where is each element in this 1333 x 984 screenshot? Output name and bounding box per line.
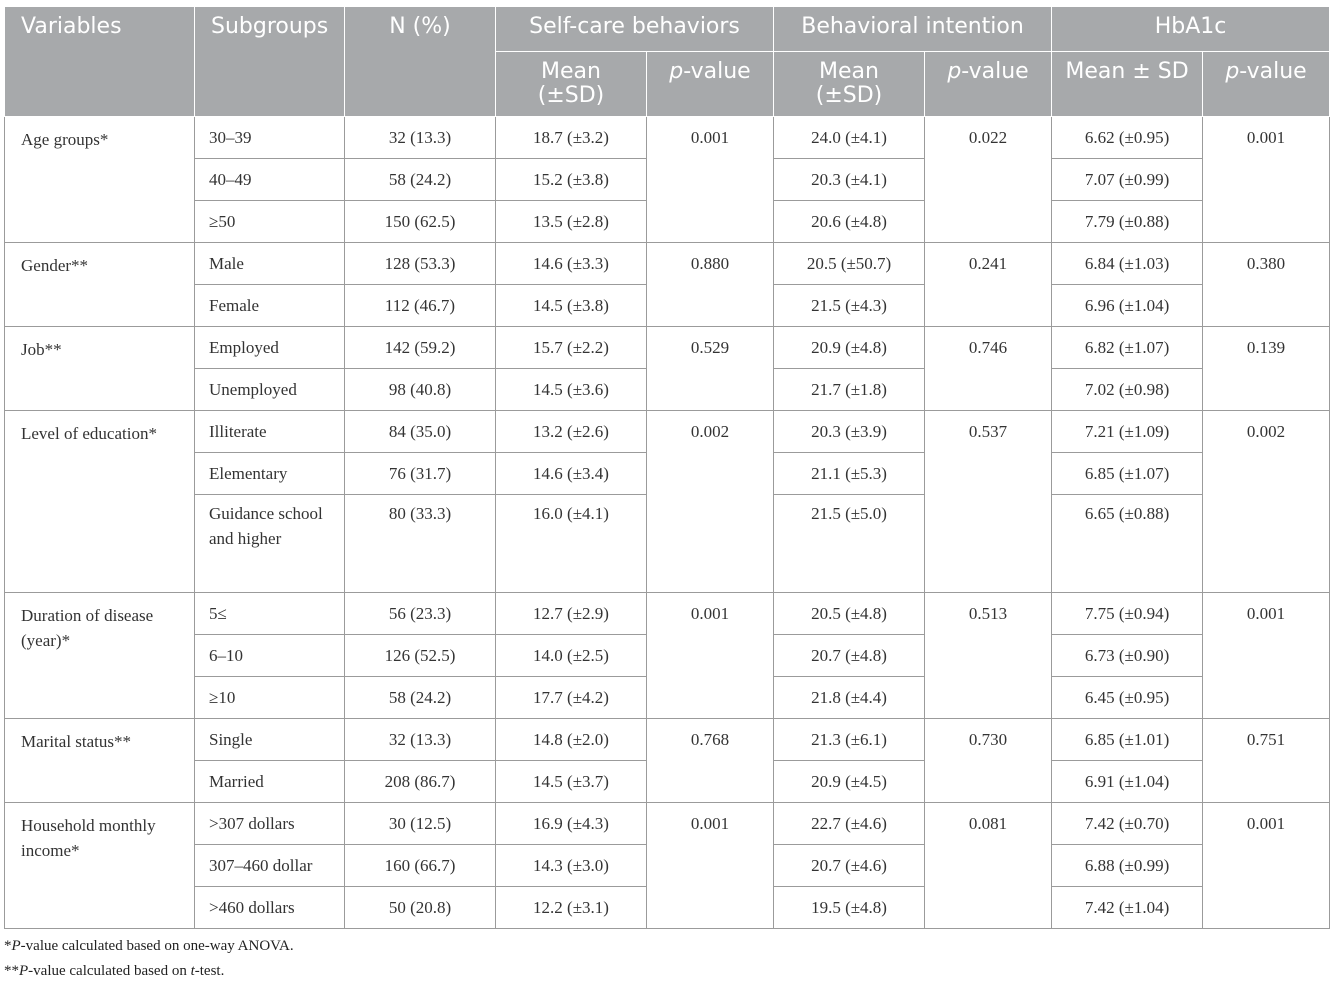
behavioral-pvalue-cell: 0.081 — [925, 803, 1052, 929]
self-care-mean-cell: 15.2 (±3.8) — [496, 159, 647, 201]
hba1c-mean-cell: 6.96 (±1.04) — [1052, 285, 1203, 327]
self-care-mean-cell: 14.5 (±3.6) — [496, 369, 647, 411]
subgroup-cell: 30–39 — [195, 117, 345, 159]
table-row — [5, 327, 1330, 369]
subgroup-cell: Employed — [195, 327, 345, 369]
variable-cell: Level of education* — [5, 411, 195, 593]
n-percent-cell: 112 (46.7) — [345, 285, 496, 327]
subgroup-cell: >307 dollars — [195, 803, 345, 845]
n-percent-cell: 150 (62.5) — [345, 201, 496, 243]
behavioral-mean-cell: 20.7 (±4.8) — [774, 635, 925, 677]
subgroup-cell: ≥50 — [195, 201, 345, 243]
behavioral-mean-cell: 21.8 (±4.4) — [774, 677, 925, 719]
n-percent-cell: 208 (86.7) — [345, 761, 496, 803]
behavioral-mean-cell: 20.6 (±4.8) — [774, 201, 925, 243]
variable-cell: Marital status** — [5, 719, 195, 803]
n-percent-cell: 84 (35.0) — [345, 411, 496, 453]
table-row — [5, 719, 1330, 761]
behavioral-mean-cell: 20.7 (±4.6) — [774, 845, 925, 887]
table-row — [5, 803, 1330, 845]
hba1c-pvalue-cell: 0.001 — [1203, 117, 1330, 243]
self-care-mean-cell: 14.6 (±3.4) — [496, 453, 647, 495]
self-care-mean-cell: 16.9 (±4.3) — [496, 803, 647, 845]
n-percent-cell: 128 (53.3) — [345, 243, 496, 285]
variable-cell: Age groups* — [5, 117, 195, 243]
footnote-anova: *P-value calculated based on one-way ANOVA. — [4, 938, 294, 954]
behavioral-mean-cell: 20.9 (±4.5) — [774, 761, 925, 803]
self-care-mean-cell: 13.5 (±2.8) — [496, 201, 647, 243]
hba1c-pvalue-cell: 0.001 — [1203, 593, 1330, 719]
header-n-percent: N (%) — [345, 7, 496, 117]
variable-cell: Duration of disease (year)* — [5, 593, 195, 719]
n-percent-cell: 30 (12.5) — [345, 803, 496, 845]
table-row — [5, 593, 1330, 635]
subgroup-cell: 40–49 — [195, 159, 345, 201]
n-percent-cell: 58 (24.2) — [345, 677, 496, 719]
variable-cell: Job** — [5, 327, 195, 411]
hba1c-mean-cell: 6.85 (±1.07) — [1052, 453, 1203, 495]
hba1c-mean-cell: 6.45 (±0.95) — [1052, 677, 1203, 719]
self-care-mean-cell: 12.2 (±3.1) — [496, 887, 647, 929]
subgroup-cell: 5≤ — [195, 593, 345, 635]
header-self-care-mean: Mean (±SD) — [496, 52, 647, 117]
hba1c-mean-cell: 7.42 (±0.70) — [1052, 803, 1203, 845]
hba1c-mean-cell: 6.62 (±0.95) — [1052, 117, 1203, 159]
hba1c-mean-cell: 6.91 (±1.04) — [1052, 761, 1203, 803]
hba1c-mean-cell: 6.82 (±1.07) — [1052, 327, 1203, 369]
subgroup-cell: 307–460 dollar — [195, 845, 345, 887]
hba1c-pvalue-cell: 0.001 — [1203, 803, 1330, 929]
table-row — [5, 243, 1330, 285]
n-percent-cell: 56 (23.3) — [345, 593, 496, 635]
header-self-care-pvalue: p-value — [647, 52, 774, 117]
self-care-mean-cell: 18.7 (±3.2) — [496, 117, 647, 159]
behavioral-mean-cell: 21.5 (±4.3) — [774, 285, 925, 327]
subgroup-cell: >460 dollars — [195, 887, 345, 929]
hba1c-mean-cell: 7.42 (±1.04) — [1052, 887, 1203, 929]
self-care-pvalue-cell: 0.001 — [647, 117, 774, 243]
hba1c-pvalue-cell: 0.139 — [1203, 327, 1330, 411]
table-row — [5, 411, 1330, 453]
hba1c-mean-cell: 7.07 (±0.99) — [1052, 159, 1203, 201]
hba1c-mean-cell: 6.65 (±0.88) — [1052, 495, 1203, 593]
footnotes — [4, 934, 294, 984]
subgroup-cell: ≥10 — [195, 677, 345, 719]
behavioral-mean-cell: 20.3 (±3.9) — [774, 411, 925, 453]
self-care-pvalue-cell: 0.001 — [647, 593, 774, 719]
hba1c-mean-cell: 7.75 (±0.94) — [1052, 593, 1203, 635]
hba1c-pvalue-cell: 0.380 — [1203, 243, 1330, 327]
n-percent-cell: 58 (24.2) — [345, 159, 496, 201]
n-percent-cell: 32 (13.3) — [345, 117, 496, 159]
behavioral-mean-cell: 21.1 (±5.3) — [774, 453, 925, 495]
n-percent-cell: 160 (66.7) — [345, 845, 496, 887]
self-care-mean-cell: 14.5 (±3.8) — [496, 285, 647, 327]
header-hba1c-pvalue: p-value — [1203, 52, 1330, 117]
n-percent-cell: 32 (13.3) — [345, 719, 496, 761]
self-care-mean-cell: 17.7 (±4.2) — [496, 677, 647, 719]
self-care-pvalue-cell: 0.880 — [647, 243, 774, 327]
subgroup-cell: Unemployed — [195, 369, 345, 411]
behavioral-mean-cell: 20.3 (±4.1) — [774, 159, 925, 201]
self-care-pvalue-cell: 0.768 — [647, 719, 774, 803]
self-care-mean-cell: 14.6 (±3.3) — [496, 243, 647, 285]
subgroup-cell: Male — [195, 243, 345, 285]
hba1c-mean-cell: 7.21 (±1.09) — [1052, 411, 1203, 453]
behavioral-mean-cell: 22.7 (±4.6) — [774, 803, 925, 845]
behavioral-mean-cell: 20.5 (±4.8) — [774, 593, 925, 635]
hba1c-mean-cell: 7.02 (±0.98) — [1052, 369, 1203, 411]
results-table — [4, 6, 1330, 929]
header-self-care: Self-care behaviors — [496, 7, 774, 52]
results-table-container — [4, 6, 1329, 929]
self-care-mean-cell: 14.0 (±2.5) — [496, 635, 647, 677]
self-care-mean-cell: 12.7 (±2.9) — [496, 593, 647, 635]
variable-cell: Gender** — [5, 243, 195, 327]
behavioral-mean-cell: 21.7 (±1.8) — [774, 369, 925, 411]
self-care-mean-cell: 14.5 (±3.7) — [496, 761, 647, 803]
self-care-pvalue-cell: 0.001 — [647, 803, 774, 929]
behavioral-mean-cell: 21.5 (±5.0) — [774, 495, 925, 593]
hba1c-mean-cell: 6.73 (±0.90) — [1052, 635, 1203, 677]
header-variables: Variables — [5, 7, 195, 117]
n-percent-cell: 80 (33.3) — [345, 495, 496, 593]
behavioral-pvalue-cell: 0.746 — [925, 327, 1052, 411]
table-header — [5, 7, 1330, 117]
self-care-pvalue-cell: 0.529 — [647, 327, 774, 411]
self-care-mean-cell: 13.2 (±2.6) — [496, 411, 647, 453]
n-percent-cell: 98 (40.8) — [345, 369, 496, 411]
header-subgroups: Subgroups — [195, 7, 345, 117]
behavioral-pvalue-cell: 0.241 — [925, 243, 1052, 327]
hba1c-mean-cell: 6.85 (±1.01) — [1052, 719, 1203, 761]
self-care-mean-cell: 16.0 (±4.1) — [496, 495, 647, 593]
self-care-mean-cell: 14.8 (±2.0) — [496, 719, 647, 761]
self-care-mean-cell: 14.3 (±3.0) — [496, 845, 647, 887]
behavioral-pvalue-cell: 0.537 — [925, 411, 1052, 593]
n-percent-cell: 50 (20.8) — [345, 887, 496, 929]
behavioral-mean-cell: 20.9 (±4.8) — [774, 327, 925, 369]
behavioral-mean-cell: 21.3 (±6.1) — [774, 719, 925, 761]
header-hba1c-mean: Mean ± SD — [1052, 52, 1203, 117]
hba1c-pvalue-cell: 0.002 — [1203, 411, 1330, 593]
header-hba1c: HbA1c — [1052, 7, 1330, 52]
n-percent-cell: 126 (52.5) — [345, 635, 496, 677]
subgroup-cell: Illiterate — [195, 411, 345, 453]
self-care-pvalue-cell: 0.002 — [647, 411, 774, 593]
header-behavioral-intention: Behavioral intention — [774, 7, 1052, 52]
behavioral-mean-cell: 19.5 (±4.8) — [774, 887, 925, 929]
subgroup-cell: Married — [195, 761, 345, 803]
hba1c-mean-cell: 6.84 (±1.03) — [1052, 243, 1203, 285]
subgroup-cell: 6–10 — [195, 635, 345, 677]
subgroup-cell: Guidance school and higher — [195, 495, 345, 593]
n-percent-cell: 76 (31.7) — [345, 453, 496, 495]
subgroup-cell: Elementary — [195, 453, 345, 495]
header-behavioral-pvalue: p-value — [925, 52, 1052, 117]
footnote-ttest: **P-value calculated based on t-test. — [4, 963, 225, 979]
hba1c-pvalue-cell: 0.751 — [1203, 719, 1330, 803]
subgroup-cell: Single — [195, 719, 345, 761]
table-row — [5, 117, 1330, 159]
header-behavioral-mean: Mean (±SD) — [774, 52, 925, 117]
behavioral-pvalue-cell: 0.730 — [925, 719, 1052, 803]
hba1c-mean-cell: 6.88 (±0.99) — [1052, 845, 1203, 887]
behavioral-pvalue-cell: 0.022 — [925, 117, 1052, 243]
n-percent-cell: 142 (59.2) — [345, 327, 496, 369]
subgroup-cell: Female — [195, 285, 345, 327]
table-body — [5, 117, 1330, 929]
behavioral-mean-cell: 20.5 (±50.7) — [774, 243, 925, 285]
self-care-mean-cell: 15.7 (±2.2) — [496, 327, 647, 369]
behavioral-pvalue-cell: 0.513 — [925, 593, 1052, 719]
behavioral-mean-cell: 24.0 (±4.1) — [774, 117, 925, 159]
variable-cell: Household monthly income* — [5, 803, 195, 929]
hba1c-mean-cell: 7.79 (±0.88) — [1052, 201, 1203, 243]
